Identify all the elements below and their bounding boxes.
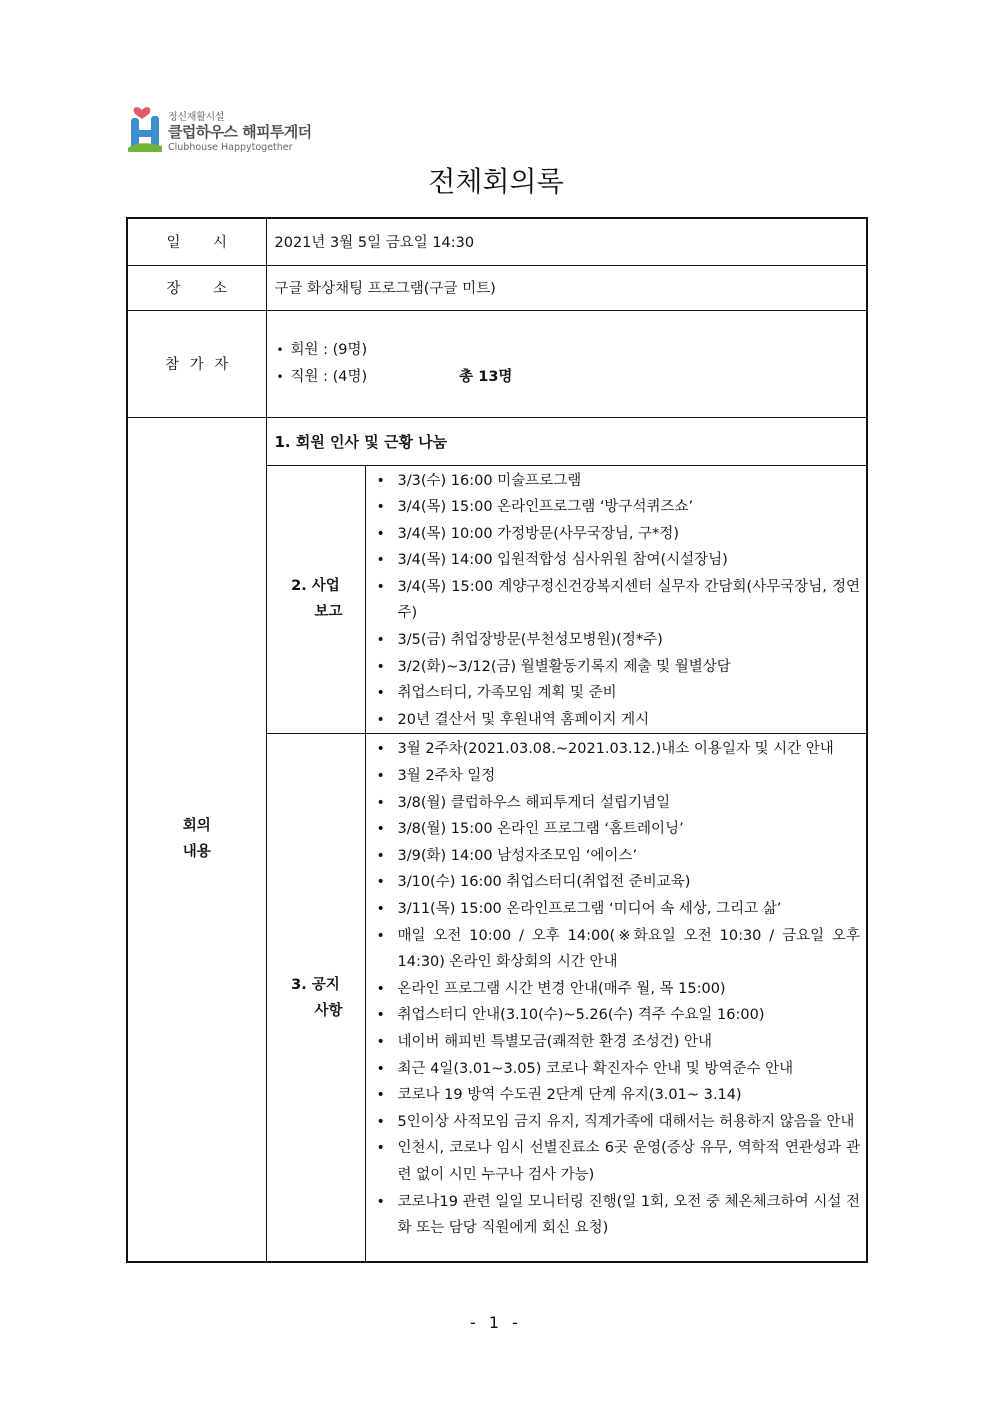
participants-list — [267, 337, 867, 391]
list-item: • 매일 오전 10:00 / 오후 14:00(※화요일 오전 10:30 / 금요일 오후 14:30) 온라인 화상회의 시간 안내 — [374, 923, 861, 976]
list-item: • 3/2(화)~3/12(금) 월별활동기록지 제출 및 월별상담 — [374, 654, 861, 681]
list-item: • 코로나 19 방역 수도권 2단계 단계 유지(3.01~ 3.14) — [374, 1082, 861, 1109]
minutes-table — [126, 217, 868, 1263]
section2-label — [266, 465, 365, 734]
section3-label-line1: 3. 공지 — [291, 976, 340, 993]
section2-content — [365, 465, 867, 734]
participants-members: • 회원 : (9명) — [273, 337, 867, 364]
place-row — [127, 265, 867, 310]
datetime-value: 2021년 3월 5일 금요일 14:30 — [266, 218, 867, 265]
list-item: • 취업스터디, 가족모임 계획 및 준비 — [374, 680, 861, 707]
document-title: 전체회의록 — [428, 165, 564, 198]
logo-h-icon — [128, 104, 164, 154]
section3-label — [266, 734, 365, 1262]
list-item: • 인천시, 코로나 임시 선별진료소 6곳 운영(증상 유무, 역학적 연관성과 관련 없이 시민 누구나 검사 가능) — [374, 1135, 861, 1188]
datetime-row — [127, 218, 867, 265]
datetime-label: 일 시 — [127, 218, 266, 265]
list-item: • 3/5(금) 취업장방문(부천성모병원)(정*주) — [374, 627, 861, 654]
section1-heading: 1. 회원 인사 및 근황 나눔 — [266, 417, 867, 465]
content-label — [127, 417, 266, 1262]
section3-content — [365, 734, 867, 1262]
list-item: • 3월 2주차 일정 — [374, 763, 861, 790]
logo-name: 클럽하우스 해피투게더 — [168, 123, 312, 141]
list-item: • 3/4(목) 15:00 계양구정신건강복지센터 실무자 간담회(사무국장님, 정연주) — [374, 574, 861, 627]
section1-row — [127, 417, 867, 465]
list-item: • 네이버 해피빈 특별모금(쾌적한 환경 조성건) 안내 — [374, 1029, 861, 1056]
section3-list — [366, 734, 867, 1241]
logo-subtitle: 정신재활시설 — [168, 112, 225, 123]
participants-staff-text: 직원 : (4명) — [290, 368, 368, 385]
list-item: • 3/8(월) 15:00 온라인 프로그램 ‘홈트레이닝’ — [374, 816, 861, 843]
section2-list — [366, 466, 867, 734]
section3-label-line2: 사항 — [314, 1002, 343, 1019]
organization-logo — [128, 104, 328, 156]
list-item: • 3/9(화) 14:00 남성자조모임 ‘에이스’ — [374, 843, 861, 870]
section2-label-line1: 2. 사업 — [291, 578, 340, 595]
list-item: • 3/4(목) 14:00 입원적합성 심사위원 참여(시설장님) — [374, 547, 861, 574]
section2-label-line2: 보고 — [314, 604, 343, 621]
participants-row — [127, 310, 867, 417]
participants-staff — [273, 364, 867, 391]
list-item: • 3/10(수) 16:00 취업스터디(취업전 준비교육) — [374, 869, 861, 896]
list-item: • 3/8(월) 클럽하우스 해피투게더 설립기념일 — [374, 790, 861, 817]
participants-label: 참 가 자 — [127, 310, 266, 417]
list-item: • 코로나19 관련 일일 모니터링 진행(일 1회, 오전 중 체온체크하여 시설 전화 또는 담당 직원에게 회신 요청) — [374, 1189, 861, 1242]
logo-english-name: Clubhouse Happytogether — [168, 142, 293, 153]
participants-total: 총 13명 — [459, 368, 513, 385]
list-item: • 3/3(수) 16:00 미술프로그램 — [374, 468, 861, 495]
content-label-line1: 회의 — [182, 818, 211, 835]
list-item: • 3월 2주차(2021.03.08.~2021.03.12.)내소 이용일자 및 시간 안내 — [374, 736, 861, 763]
list-item: • 취업스터디 안내(3.10(수)~5.26(수) 격주 수요일 16:00) — [374, 1002, 861, 1029]
list-item: • 5인이상 사적모임 금지 유지, 직계가족에 대해서는 허용하지 않음을 안내 — [374, 1109, 861, 1136]
participants-value — [266, 310, 867, 417]
content-label-line2: 내용 — [182, 844, 211, 861]
list-item: • 최근 4일(3.01~3.05) 코로나 확진자수 안내 및 방역준수 안내 — [374, 1056, 861, 1083]
list-item: • 온라인 프로그램 시간 변경 안내(매주 월, 목 15:00) — [374, 976, 861, 1003]
list-item: • 3/11(목) 15:00 온라인프로그램 ‘미디어 속 세상, 그리고 삶’ — [374, 896, 861, 923]
place-value: 구글 화상채팅 프로그램(구글 미트) — [266, 265, 867, 310]
page-number: - 1 - — [470, 1313, 522, 1332]
list-item: • 20년 결산서 및 후원내역 홈페이지 게시 — [374, 707, 861, 734]
place-label: 장 소 — [127, 265, 266, 310]
list-item: • 3/4(목) 15:00 온라인프로그램 ‘방구석퀴즈쇼’ — [374, 494, 861, 521]
list-item: • 3/4(목) 10:00 가정방문(사무국장님, 구*정) — [374, 521, 861, 548]
